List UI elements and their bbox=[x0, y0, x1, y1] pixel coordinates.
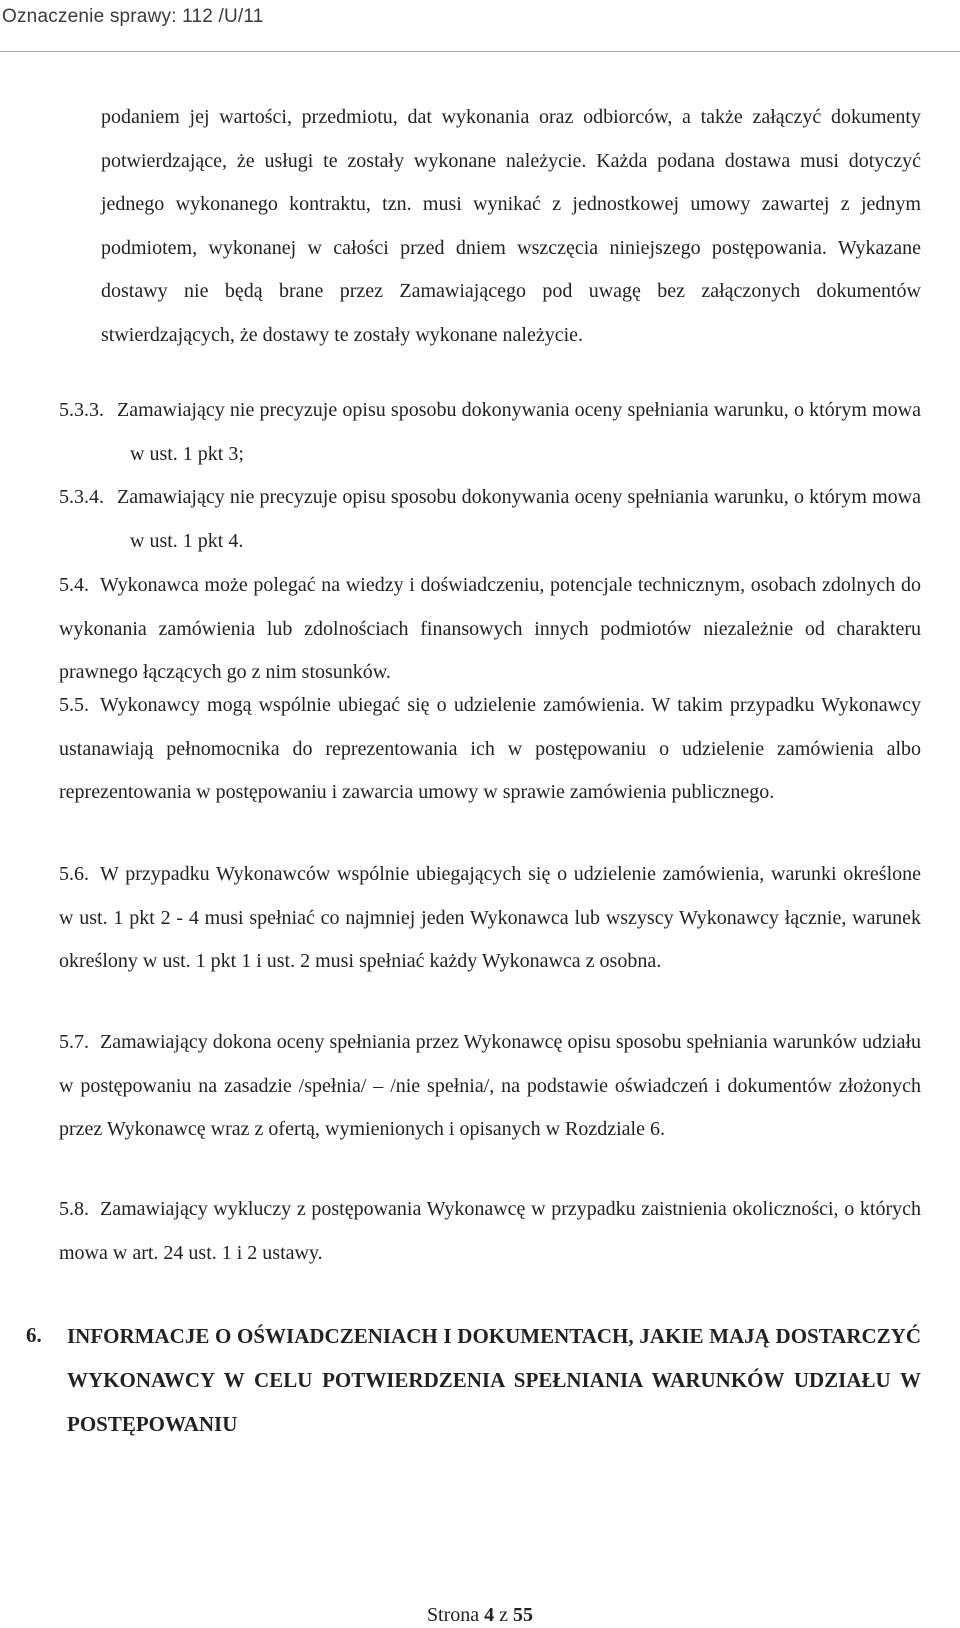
item-text-5-7 bbox=[59, 1021, 921, 1152]
item-text-5-8 bbox=[59, 1188, 921, 1275]
item-text-5-8-content: Zamawiający wykluczy z postępowania Wykonawcę w przypadku zaistnienia okoliczności, o których mowa w art. 24 ust. 1 i 2 ustawy. bbox=[59, 1198, 921, 1264]
item-text-5-7-content: Zamawiający dokona oceny spełniania przez Wykonawcę opisu sposobu spełniania warunków udziału w postępowaniu na zasadzie /spełnia/ – /nie spełnia/, na podstawie oświadczeń i dokumentów złożonych przez Wykonawcę wraz z ofertą, wymienionych i opisanych w Rozdziale 6. bbox=[59, 1031, 921, 1140]
item-text-5-3-4: Zamawiający nie precyzuje opisu sposobu dokonywania oceny spełniania warunku, o którym mowa w ust. 1 pkt 4. bbox=[117, 486, 921, 552]
section-6-heading: INFORMACJE O OŚWIADCZENIACH I DOKUMENTACH, JAKIE MAJĄ DOSTARCZYĆ WYKONAWCY W CELU POTWIERDZENIA SPEŁNIANIA WARUNKÓW UDZIAŁU W POSTĘPOWANIU bbox=[67, 1324, 921, 1436]
page-separator: z bbox=[499, 1604, 509, 1626]
item-number-5-6: 5.6. bbox=[59, 863, 89, 885]
item-number-5-3-4: 5.3.4. bbox=[59, 486, 104, 508]
item-text-5-4 bbox=[59, 564, 921, 695]
item-text-5-4-content: Wykonawca może polegać na wiedzy i doświadczeniu, potencjale technicznym, osobach zdolnych do wykonania zamówienia lub zdolnościach finansowych innych podmiotów niezależnie od charakteru prawnego łączących go z nim stosunków. bbox=[59, 574, 921, 683]
item-number-5-3-3: 5.3.3. bbox=[59, 399, 104, 421]
page-total: 55 bbox=[513, 1604, 534, 1626]
item-text-5-6-content: W przypadku Wykonawców wspólnie ubiegających się o udzielenie zamówienia, warunki określone w ust. 1 pkt 2 - 4 musi spełniać co najmniej jeden Wykonawca lub wszyscy Wykonawcy łącznie, warunek określony w ust. 1 pkt 1 i ust. 2 musi spełniać każdy Wykonawca z osobna. bbox=[59, 863, 921, 972]
item-text-5-3-3: Zamawiający nie precyzuje opisu sposobu dokonywania oceny spełniania warunku, o którym mowa w ust. 1 pkt 3; bbox=[117, 399, 921, 465]
section-6-number: 6. bbox=[26, 1323, 42, 1347]
intro-paragraph: podaniem jej wartości, przedmiotu, dat wykonania oraz odbiorców, a także załączyć dokumenty potwierdzające, że usługi te zostały wykonane należycie. Każda podana dostawa musi dotyczyć jednego wykonanego kontraktu, tzn. musi wynikać z jednostkowej umowy zawartej z jednym podmiotem, wykonanej w całości przed dniem wszczęcia niniejszego postępowania. Wykazane dostawy nie będą brane przez Zamawiającego pod uwagę bez załączonych dokumentów stwierdzających, że dostawy te zostały wykonane należycie. bbox=[101, 106, 921, 346]
item-number-5-7: 5.7. bbox=[59, 1031, 89, 1053]
case-number-label: Oznaczenie sprawy: 112 /U/11 bbox=[2, 6, 264, 27]
page-label: Strona bbox=[426, 1604, 480, 1626]
item-text-5-5 bbox=[59, 684, 921, 815]
page-current: 4 bbox=[484, 1604, 495, 1626]
item-number-5-5: 5.5. bbox=[59, 694, 89, 716]
item-text-5-6 bbox=[59, 853, 921, 984]
page-footer bbox=[0, 1604, 960, 1627]
item-number-5-4: 5.4. bbox=[59, 574, 89, 596]
item-number-5-8: 5.8. bbox=[59, 1198, 89, 1220]
page-header bbox=[0, 0, 960, 52]
item-text-5-5-content: Wykonawcy mogą wspólnie ubiegać się o udzielenie zamówienia. W takim przypadku Wykonawcy ustanawiają pełnomocnika do reprezentowania ich w postępowaniu o udzielenie zamówienia albo reprezentowania w postępowaniu i zawarcia umowy w sprawie zamówienia publicznego. bbox=[59, 694, 921, 803]
